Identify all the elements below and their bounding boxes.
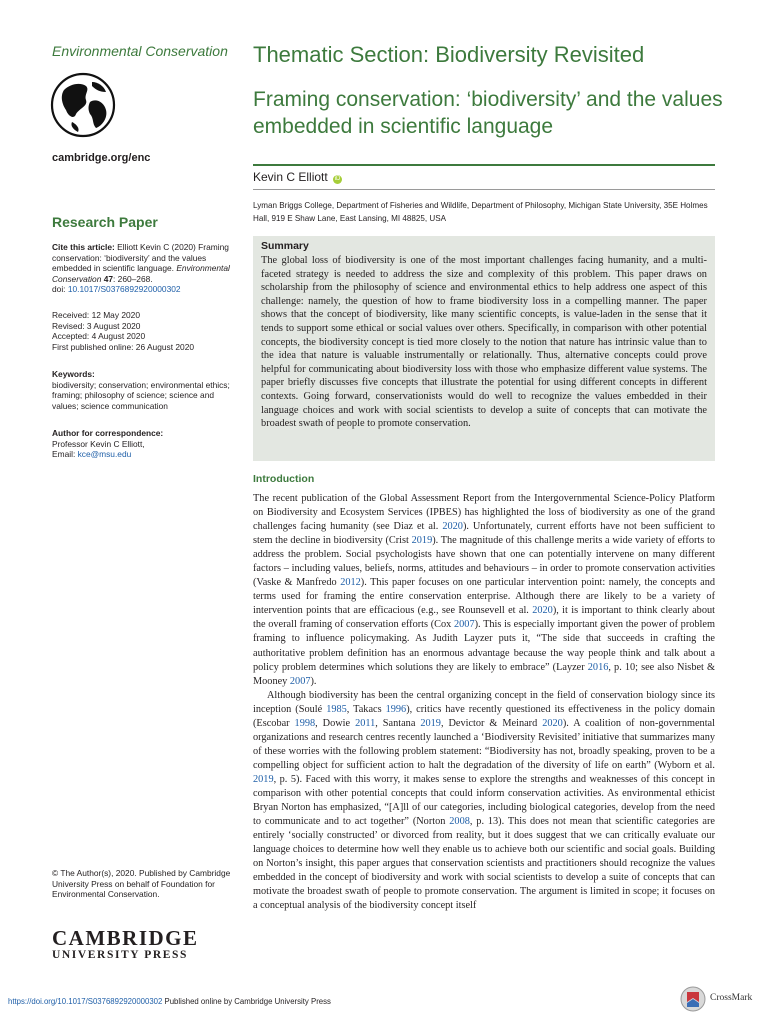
globe-logo-icon [50, 72, 116, 138]
text-run: ). This paper focuses on one particular intervention point: namely, the concepts and terms used for framing the entire conservation enterprise. Although there are likely to be a variety of intervention points that are efficacious (e.g., see Rounsevell et al. [253, 577, 715, 617]
keywords-text: biodiversity; conservation; environmental ethics; framing; philosophy of science; science and values; science communication [52, 379, 230, 411]
introduction-heading: Introduction [253, 473, 315, 485]
page-footer [8, 997, 331, 1006]
crossmark-icon [680, 986, 706, 1012]
keywords-label: Keywords: [52, 369, 95, 379]
body-paragraph-2 [253, 689, 715, 914]
summary-text: The global loss of biodiversity is one of the most important challenges facing humanity, and a multi-faceted strategy is needed to address the size and complexity of this problem. This paper draws on scholarship from the philosophy of science and environmental ethics to help address one aspect of this challenge: namely, the question of how to frame biodiversity loss in a compelling manner. The paper shows that the concept of biodiversity, like many scientific concepts, is value-laden in the sense that it tends to support some ethical or social values over others. Specifically, in comparison with other potential concepts, the biodiversity concept is tied more closely to the notion that nature has intrinsic value than to the idea that nature is valuable instrumentally or relationally. Thus, alternative concepts could prove helpful for communicating about biodiversity loss with those who emphasize different value systems. The paper briefly discusses five concepts that illustrate the potential for using different concepts in different contexts. Going forward, conservationists would do well to recognize the values embedded in their language choices and work with social scientists to develop a suite of concepts that can motivate the broadest swath of people to promote conservation. [261, 255, 707, 430]
citation-link[interactable]: 1985 [326, 703, 347, 715]
text-run: , p. 13). This does not mean that scientific categories are entirely ‘socially constructed’ or divorced from reality, but it does suggest that we can critically evaluate our language choices to determine how well they enable us to achieve both our scientific and social goals. Building on Norton’s insight, this paper argues that conservation scientists and practitioners should recognize the values embedded in the concept of biodiversity and work with social scientists to develop a suite of concepts that can motivate the broadest swath of people to promote conservation. The argument is limited in scope; it focuses on a conceptual analysis of the biodiversity concept itself [253, 816, 715, 912]
text-run: , p. 5). Faced with this worry, it makes sense to explore the strengths and weaknesses of this concept in comparison with other potential concepts that could inform conservation activities. As environmental ethicist Bryan Norton has emphasized, “[A]ll of our categories, including biological categories, develop from the need to communicate and to act together” (Norton [253, 773, 715, 828]
text-run: ). The magnitude of this challenge merits a wide variety of efforts to address the problem. Social psychologists have shown that one can potentially intervene on many different factors – including values, beliefs, norms, attitudes and behaviours – in order to promote conservation activities (Vaske & Manfredo [253, 535, 715, 589]
copyright-notice: © The Author(s), 2020. Published by Cambridge University Press on behalf of Foundation for Environmental Conservation. [52, 868, 231, 900]
citation-link[interactable]: 2020 [542, 717, 563, 729]
article-title: Framing conservation: ‘biodiversity’ and the values embedded in scientific language [253, 88, 723, 138]
text-run: ). Unfortunately, current efforts have not been sufficient to stem the decline in biodiversity (Crist [253, 521, 715, 547]
text-run: ). [310, 675, 317, 687]
text-run: Although biodiversity has been the central organizing concept in the field of conservation biology since its inception (Soulé [253, 689, 715, 715]
text-run: , p. 10; see also Nisbet & Mooney [253, 661, 715, 687]
citation-link[interactable]: 2019 [411, 535, 433, 547]
email-label: Email: [52, 449, 76, 460]
footer-doi-link[interactable]: https://doi.org/10.1017/S0376892920000302 [8, 997, 163, 1006]
body-paragraph-1 [253, 492, 715, 689]
citation-link[interactable]: 2008 [449, 816, 470, 828]
citation-authors: Elliott Kevin C (2020) [117, 242, 196, 252]
citation-pages: : 260–268. [113, 273, 153, 284]
journal-name: Environmental Conservation [52, 43, 228, 59]
correspondence-name: Professor Kevin C Elliott, [52, 438, 145, 449]
citation-journal: Environmental Conservation [52, 263, 230, 284]
text-run: ), it is important to think clearly about the overall framing of conservation efforts (Cox [253, 605, 715, 631]
footer-publisher-text: Published online by Cambridge University Press [162, 997, 331, 1006]
citation-volume: 47 [103, 273, 114, 284]
author-name[interactable]: Kevin C Elliott [253, 170, 328, 184]
email-link[interactable]: kce@msu.edu [77, 449, 132, 460]
journal-url[interactable]: cambridge.org/enc [52, 152, 151, 164]
citation-label: Cite this article: [52, 242, 115, 252]
logo-line-1: CAMBRIDGE [52, 926, 199, 950]
citation-link[interactable]: 2019 [420, 717, 441, 729]
text-run: ). This is especially important given the power of problem framing to influence policymaking. As Judith Layzer puts it, “The side that succeeds in crafting the authoritative problem definition has an enormous advantage because the way people think and talk about a policy problem determines which solutions they are likely to embrace” (Layzer [253, 619, 715, 673]
date-revised: Revised: 3 August 2020 [52, 320, 141, 331]
citation-doi-link[interactable]: 10.1017/S0376892920000302 [67, 284, 181, 295]
dates-block [52, 310, 242, 352]
body-text [253, 492, 715, 913]
summary-heading: Summary [261, 240, 309, 252]
crossmark-label: CrossMark [710, 993, 753, 1003]
citation-link[interactable]: 2007 [454, 619, 475, 631]
section-title: Thematic Section: Biodiversity Revisited [253, 42, 645, 67]
correspondence-block [52, 428, 242, 460]
citation-link[interactable]: 1996 [385, 703, 407, 715]
text-run: , Devictor & Meinard [440, 717, 543, 729]
article-type: Research Paper [52, 214, 158, 230]
text-run: , Santana [375, 717, 421, 729]
citation-link[interactable]: 1998 [294, 717, 316, 729]
text-run: , Dowie [315, 717, 356, 729]
crossmark-badge[interactable] [680, 986, 764, 1012]
author-divider [253, 189, 715, 190]
cambridge-logo [52, 926, 199, 962]
correspondence-label: Author for correspondence: [52, 428, 164, 438]
keywords-block [52, 369, 242, 411]
citation-link[interactable]: 2016 [587, 661, 609, 673]
citation-title: Framing conservation: ‘biodiversity’ and the values embedded in scientific language. [52, 242, 229, 274]
citation-doi-prefix: doi: [52, 284, 66, 295]
citation-link[interactable]: 2012 [340, 577, 361, 589]
citation-block [52, 242, 242, 295]
text-run: , Takacs [346, 703, 386, 715]
citation-link[interactable]: 2007 [289, 675, 311, 687]
citation-link[interactable]: 2020 [532, 605, 553, 617]
author-line [253, 170, 342, 184]
affiliation: Lyman Briggs College, Department of Fisheries and Wildlife, Department of Philosophy, Michigan State University, 35E Holmes Hall, 919 E Shaw Lane, East Lansing, MI 48825, USA [253, 201, 708, 223]
orcid-icon[interactable]: iD [334, 176, 341, 182]
summary-box [253, 236, 715, 461]
date-accepted: Accepted: 4 August 2020 [52, 331, 146, 342]
title-divider [253, 164, 715, 166]
text-run: ). A coalition of non-governmental organizations and research centres recently launched a ‘Biodiversity Revisited’ initiative that summarizes many of these worries with the following problem statement: “Biodiversity has not, broadly speaking, proven to be a compelling object for sufficient action to halt the degradation of the diversity of life on earth” (Wyborn et al. [253, 717, 715, 771]
date-published: First published online: 26 August 2020 [52, 341, 195, 352]
text-run: ), critics have recently questioned its effectiveness in the policy domain (Escobar [253, 703, 715, 729]
citation-link[interactable]: 2020 [442, 521, 463, 533]
date-received: Received: 12 May 2020 [52, 310, 140, 320]
logo-line-2: UNIVERSITY PRESS [52, 949, 189, 961]
citation-link[interactable]: 2019 [253, 773, 274, 785]
citation-link[interactable]: 2011 [355, 717, 376, 729]
text-run: The recent publication of the Global Assessment Report from the Intergovernmental Science-Policy Platform on Biodiversity and Ecosystem Services (IPBES) has highlighted the loss of biodiversity as one of the grand challenges facing humanity (see Diaz et al. [253, 493, 715, 533]
